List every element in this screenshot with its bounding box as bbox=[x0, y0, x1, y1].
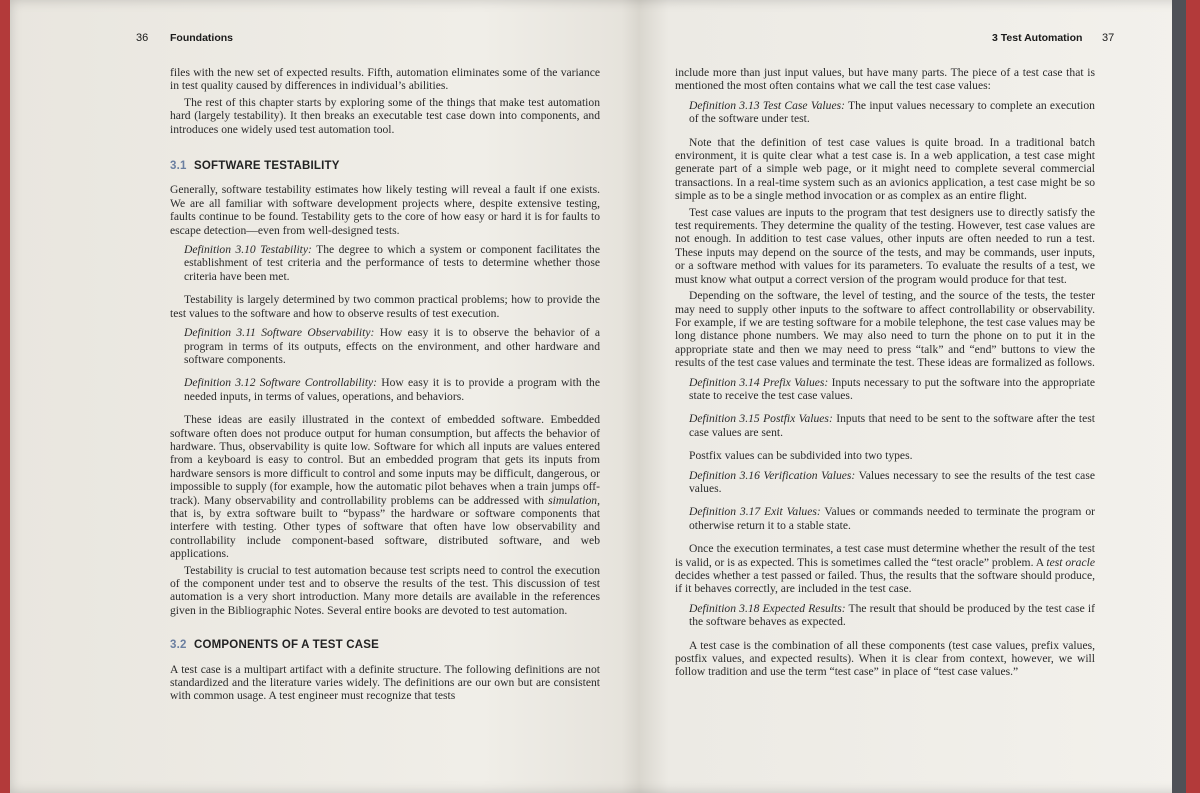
right-body-text bbox=[675, 66, 1095, 682]
left-page bbox=[10, 0, 620, 793]
definition-text: Values or commands needed to terminate the program or otherwise return it to a stable state. bbox=[689, 505, 1095, 532]
book-cover-edge bbox=[1172, 0, 1186, 793]
definition-text: Inputs necessary to put the software into the appropriate state to receive the test case values. bbox=[689, 375, 1095, 402]
definition-3-18 bbox=[675, 602, 1095, 629]
paragraph: The rest of this chapter starts by exploring some of the things that make test automation hard (largely testability). It then breaks an executable test case down into components, and introduces one widely used test automation tool. bbox=[170, 95, 600, 136]
section-heading-3-1 bbox=[170, 160, 600, 173]
definition-3-12 bbox=[170, 376, 600, 403]
page-number-right: 37 bbox=[1102, 32, 1115, 44]
section-heading-3-2 bbox=[170, 639, 600, 652]
paragraph bbox=[170, 413, 600, 560]
paragraph: Note that the definition of test case values is quite broad. In a traditional batch environment, it is quite clear what a test case is. In a web application, a test case might generate part of a simple web page, or it might need to complete several commercial transactions. In a real-time system such as an avionics application, a test case might be so simple as to be a single method invocation or as complex as an entire flight. bbox=[675, 135, 1095, 203]
definition-3-14 bbox=[675, 376, 1095, 403]
text-run: These ideas are easily illustrated in the context of embedded software. Embedded software often does not produce output for human consumption, but affects the behavior of hardware. Thus, observability is quite low. Software for which all inputs are values entered from a keyboard is easy to control. But an embedded program that gets its inputs from hardware sensors is more difficult to control and some inputs may be difficult, dangerous, or impossible to supply (for example, how the automatic pilot behaves when a train jumps off-track). Many observability and controllability problems can be addressed with bbox=[170, 413, 600, 507]
paragraph: Test case values are inputs to the program that test designers use to directly satisfy the test requirements. They determine the quality of the testing. However, test case values are not enough. In addition to test case values, other inputs are often needed to run a test. These inputs may depend on the source of the tests, and may be commands, user inputs, or a software method with values for its parameters. To evaluate the results of a test, we must know what output a correct version of the program would produce for that test. bbox=[675, 205, 1095, 286]
running-head-right: 3 Test Automation bbox=[992, 32, 1083, 44]
definition-label: Definition 3.11 Software Observability: bbox=[184, 326, 375, 340]
definition-3-10 bbox=[170, 243, 600, 283]
text-run: decides whether a test passed or failed. Thus, the results that the software should produce, if it behaves correctly, are included in the test case. bbox=[675, 569, 1095, 596]
page-number-left: 36 bbox=[136, 32, 149, 44]
definition-label: Definition 3.14 Prefix Values: bbox=[689, 375, 829, 389]
definition-label: Definition 3.13 Test Case Values: bbox=[689, 98, 845, 112]
paragraph: A test case is a multipart artifact with a definite structure. The following definitions are not standardized and the literature varies widely. The definitions are our own but are consistent with common usage. A test engineer must recognize that tests bbox=[170, 662, 600, 703]
definition-label: Definition 3.15 Postfix Values: bbox=[689, 412, 833, 426]
book-spread bbox=[10, 0, 1186, 793]
definition-text: Values necessary to see the results of the test case values. bbox=[689, 468, 1095, 495]
definition-label: Definition 3.12 Software Controllability: bbox=[184, 376, 378, 390]
paragraph bbox=[675, 542, 1095, 596]
definition-text: The input values necessary to complete an execution of the software under test. bbox=[689, 98, 1095, 126]
paragraph: Depending on the software, the level of testing, and the source of the tests, the tester may need to supply other inputs to the software to affect controllability or observability. For example, if we are testing software for a mobile telephone, the test case values may be long distance phone numbers. We may also need to turn the phone on to put it in the appropriate state and then we may need to press “talk” and “end” buttons to view the results of the test case values and terminate the test. These ideas are formalized as follows. bbox=[675, 289, 1095, 370]
paragraph: include more than just input values, but have many parts. The piece of a test case that is mentioned the most often contains what we call the test case values: bbox=[675, 66, 1095, 93]
text-run: Once the execution terminates, a test case must determine whether the result of the test is valid, or is as expected. This is sometimes called the “test oracle” problem. A bbox=[675, 542, 1095, 569]
section-title: COMPONENTS OF A TEST CASE bbox=[194, 639, 379, 652]
text-run: , that is, by extra software built to “bypass” the hardware or software components that interfere with testing. Other types of software that often have low observability and controllability include component-based software, distributed software, and web applications. bbox=[170, 493, 600, 561]
right-page bbox=[622, 0, 1186, 793]
running-head-left: Foundations bbox=[170, 32, 233, 44]
paragraph: A test case is the combination of all these components (test case values, prefix values, postfix values, and expected results). When it is clear from context, however, we will follow tradition and use the term “test case” in place of “test case values.” bbox=[675, 638, 1095, 679]
paragraph: Testability is largely determined by two common practical problems; how to provide the test values to the software and how to observe results of test execution. bbox=[170, 293, 600, 320]
paragraph: files with the new set of expected results. Fifth, automation eliminates some of the variance in test quality caused by differences in individual’s abilities. bbox=[170, 66, 600, 93]
definition-text: How easy it is to provide a program with the needed inputs, in terms of values, operations, and behaviors. bbox=[184, 376, 600, 403]
paragraph: Testability is crucial to test automation because test scripts need to control the execution of the component under test and to observe the results of the test. This discussion of test automation is a very short introduction. Many more details are available in the references given in the Bibliographic Notes. Several entire books are devoted to test automation. bbox=[170, 563, 600, 617]
definition-text: The result that should be produced by the test case if the software behaves as expected. bbox=[689, 601, 1095, 629]
definition-3-15 bbox=[675, 412, 1095, 439]
definition-text: How easy it is to observe the behavior of a program in terms of its outputs, effects on the environment, and other hardware and software components. bbox=[184, 326, 601, 366]
paragraph: Postfix values can be subdivided into two types. bbox=[689, 449, 913, 463]
paragraph: Generally, software testability estimates how likely testing will reveal a fault if one exists. We are all familiar with software development projects where, despite extensive testing, faults continue to be found. Testability gets to the core of how easy or hard it is for faults to escape detection—even from well-designed tests. bbox=[170, 183, 600, 237]
definition-3-17 bbox=[675, 505, 1095, 532]
definition-3-11 bbox=[170, 326, 600, 366]
definition-label: Definition 3.18 Expected Results: bbox=[689, 601, 846, 615]
definition-text: Inputs that need to be sent to the software after the test case values are sent. bbox=[689, 412, 1095, 439]
definition-3-13 bbox=[675, 99, 1095, 126]
section-number: 3.1 bbox=[170, 160, 187, 173]
definition-text: The degree to which a system or component facilitates the establishment of test criteria and the performance of tests to determine whether those criteria have been met. bbox=[184, 243, 600, 283]
definition-label: Definition 3.16 Verification Values: bbox=[689, 468, 856, 482]
definition-3-16 bbox=[675, 469, 1095, 496]
definition-label: Definition 3.10 Testability: bbox=[184, 243, 312, 257]
section-number: 3.2 bbox=[170, 639, 187, 652]
left-body-text bbox=[170, 66, 600, 706]
emphasis: simulation bbox=[548, 493, 598, 507]
emphasis: test oracle bbox=[1046, 555, 1095, 569]
definition-label: Definition 3.17 Exit Values: bbox=[689, 505, 821, 519]
section-title: SOFTWARE TESTABILITY bbox=[194, 160, 340, 173]
